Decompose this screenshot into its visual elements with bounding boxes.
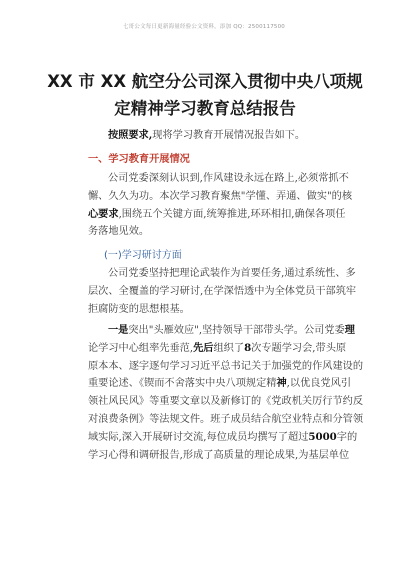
p3-line-5: 领社风民风》等重要文章以及新修订的《党政机关厉行节约反: [88, 396, 364, 408]
p3-line-3: 原本本、逐字逐句学习习近平总书记关于加强党的作风建设的: [88, 360, 364, 372]
paragraph-3: [88, 322, 364, 464]
subsection-heading-1: (一)学习研讨方面: [104, 250, 182, 261]
p3-line-4a: 重要论述、《锲而不舍落实中央八项规定精: [88, 378, 277, 390]
p2-line-2: 层次、全覆盖的学习研讨,在学深悟透中为全体党员干部筑牢: [88, 285, 357, 297]
p3-number-8: 8: [244, 341, 252, 354]
p1-line-3-bold: 心要求: [88, 207, 119, 220]
p3-line-4b: ,以优良党风引: [286, 378, 352, 390]
p3-bold-2: 理: [344, 324, 355, 336]
p2-line-3: 拒腐防变的思想根基。: [88, 303, 190, 315]
p3-line-8: 学习心得和调研报告,形成了高质量的理论成果,为基层单位: [88, 449, 350, 461]
p3-bold-4: 神: [276, 377, 287, 390]
intro-bold: 按照要求,: [108, 129, 153, 141]
p3-line-2a: 论学习中心组率先垂范,: [88, 342, 194, 354]
document-title-line-2: 定精神学习教育总结报告: [114, 99, 296, 118]
p1-line-4: 务落地见效。: [88, 226, 150, 238]
watermark-text: 七哥公文每日更新海量经验公文资料，添加 QQ：2500117500: [122, 24, 285, 30]
p3-line-7a: 域实际,深入开展研讨交流,每位成员均撰写了超过: [88, 431, 309, 443]
p3-number-5000: 5000: [308, 430, 337, 443]
p1-line-3: ,围绕五个关键方面,统筹推进,环环相扣,确保各项任: [118, 208, 346, 220]
p3-line-2b: 组织了: [213, 342, 245, 354]
paragraph-1: [88, 170, 353, 241]
p3-line-1: 突出"头雁效应",坚持领导干部带头学。公司党委: [128, 325, 345, 336]
paragraph-2: [88, 265, 357, 318]
intro-text: 现将学习教育开展情况报告如下。: [152, 130, 306, 141]
p1-line-1: 公司党委深刻认识到,作风建设永远在路上,必须常抓不: [108, 173, 349, 184]
p3-line-7b: 字的: [336, 431, 358, 443]
p3-line-2c: 次专题学习会,带头原: [251, 342, 347, 354]
p1-line-2: 懈、久久为功。本次学习教育聚焦"学懂、弄通、做实"的核: [88, 190, 353, 202]
p3-bold-1: 一是: [108, 324, 129, 336]
section-heading-1: 一、学习教育开展情况: [88, 154, 190, 165]
document-title-line-1: XX 市 XX 航空分公司深入贯彻中央八项规: [47, 72, 363, 91]
p3-line-6: 对浪费条例》等法规文件。班子成员结合航空业特点和分管领: [88, 413, 364, 425]
p2-line-1: 公司党委坚持把理论武装作为首要任务,通过系统性、多: [108, 268, 356, 279]
intro-paragraph: [88, 127, 350, 145]
p3-bold-3: 先后: [193, 341, 214, 354]
